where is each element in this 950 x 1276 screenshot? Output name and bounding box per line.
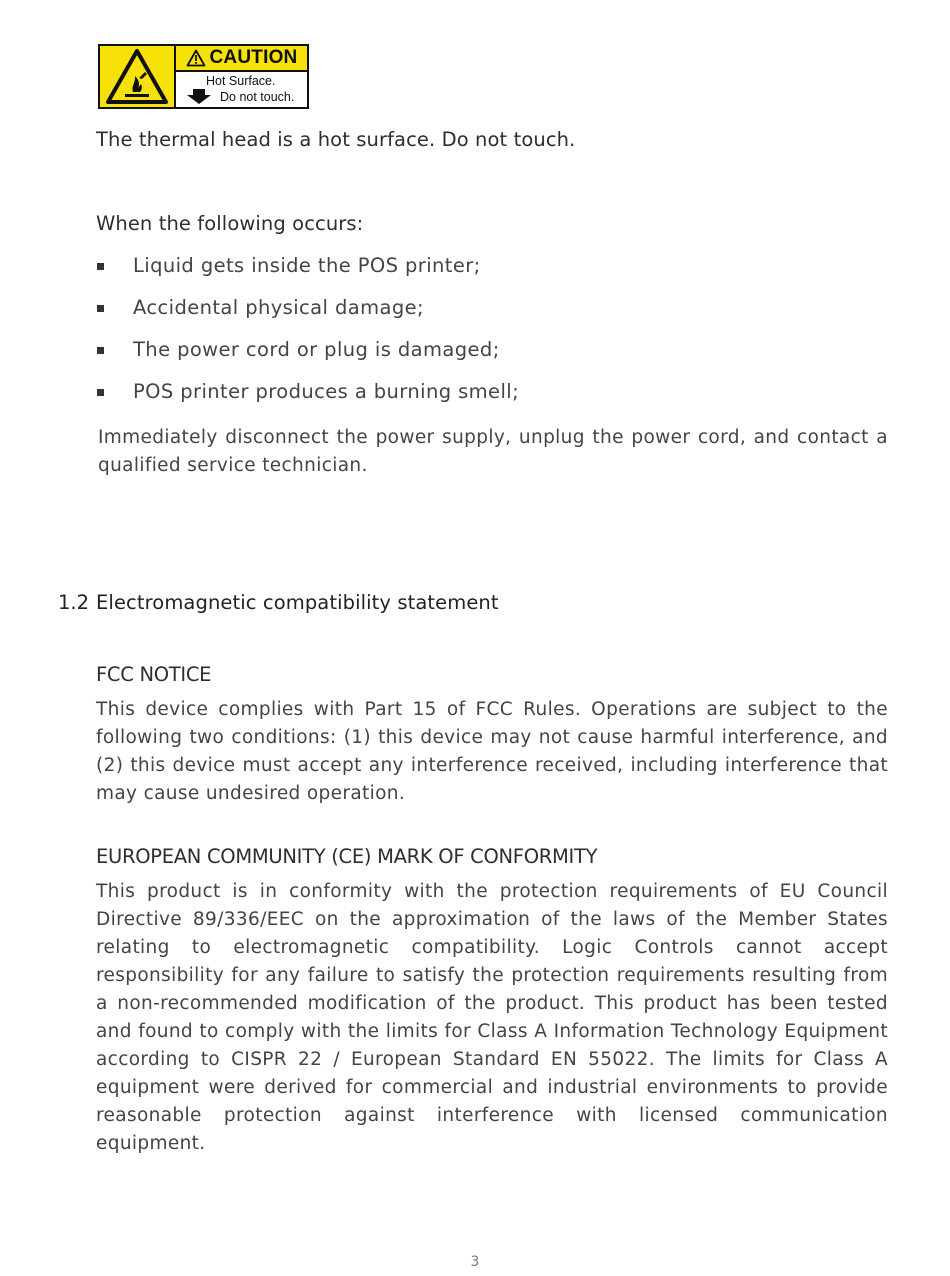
- section-title: Electromagnetic compatibility statement: [96, 591, 499, 614]
- caution-header: [176, 46, 307, 72]
- caution-header-text: CAUTION: [209, 47, 298, 68]
- bullet-marker: [97, 305, 104, 312]
- thermal-head-warning: The thermal head is a hot surface. Do not touch.: [96, 128, 576, 151]
- hot-surface-warning-icon: [100, 46, 176, 107]
- ce-heading: EUROPEAN COMMUNITY (CE) MARK OF CONFORMITY: [96, 845, 598, 868]
- fcc-heading: FCC NOTICE: [96, 663, 212, 686]
- page-number: 3: [470, 1254, 480, 1270]
- down-arrow-icon: [186, 89, 212, 105]
- ce-paragraph: This product is in conformity with the protection requirements of EU Council Directive 89/336/EEC on the approximation of the laws of the Member States relating to electromagnetic compatibility. Logic Controls cannot accept responsibility for any failure to satisfy the protection requirements resulting from a non-recommended modification of the product. This product has been tested and found to comply with the limits for Class A Information Technology Equipment according to CISPR 22 / European Standard EN 55022. The limits for Class A equipment were derived for commercial and industrial environments to provide reasonable protection against interference with licensed communication equipment.: [96, 881, 888, 1154]
- warning-triangle-icon: [186, 49, 206, 67]
- bullet-marker: [97, 263, 104, 270]
- bullet-item: The power cord or plug is damaged;: [133, 338, 500, 361]
- bullet-marker: [97, 347, 104, 354]
- caution-line-do-not-touch: Do not touch.: [220, 90, 295, 104]
- caution-line-hot-surface: Hot Surface.: [206, 74, 276, 88]
- section-number: 1.2: [58, 591, 90, 614]
- occurs-heading: When the following occurs:: [96, 212, 364, 235]
- bullet-item: Accidental physical damage;: [133, 296, 424, 319]
- bullet-item: POS printer produces a burning smell;: [133, 380, 520, 403]
- disconnect-instruction: Immediately disconnect the power supply, unplug the power cord, and contact a qualified service technician.: [98, 427, 888, 476]
- bullet-item: Liquid gets inside the POS printer;: [133, 254, 481, 277]
- fcc-paragraph: This device complies with Part 15 of FCC Rules. Operations are subject to the following two conditions: (1) this device may not cause harmful interference, and (2) this device must accept any interference received, including interference that may cause undesired operation.: [96, 699, 888, 804]
- bullet-marker: [97, 389, 104, 396]
- caution-hot-surface-label: [98, 44, 309, 109]
